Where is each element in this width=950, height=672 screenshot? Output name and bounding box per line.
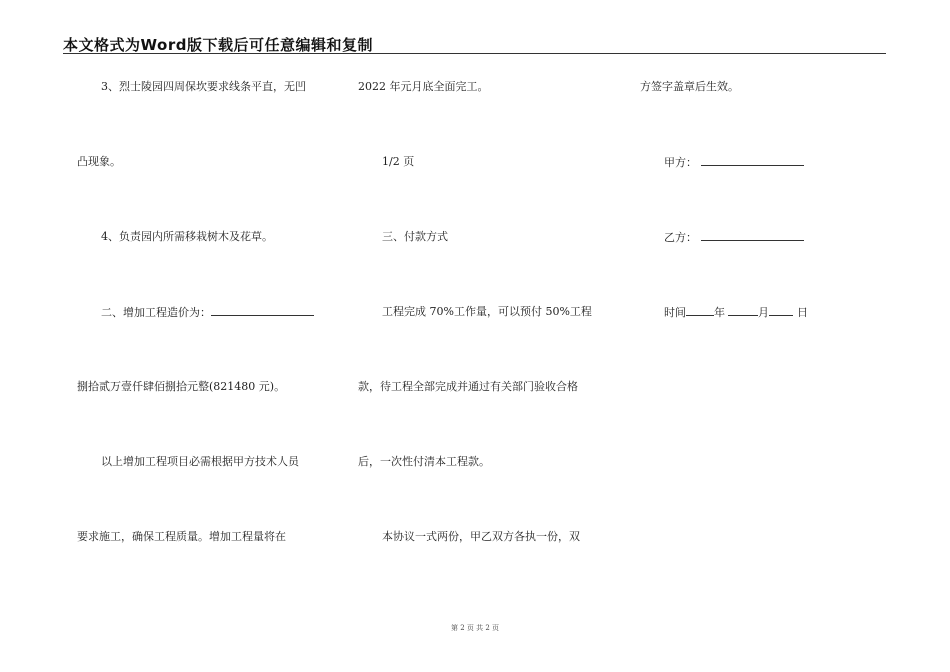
paragraph-line: 2022 年元月底全面完工。	[358, 80, 489, 93]
party-b-signature-line	[664, 230, 804, 245]
cost-blank-field	[211, 305, 314, 316]
page-footer: 第 2 页 共 2 页	[450, 624, 500, 632]
section-heading: 三、付款方式	[382, 230, 448, 243]
date-year-blank	[686, 305, 714, 316]
date-day-label: 日	[797, 306, 808, 319]
paragraph-line: 3、烈士陵园四周保坎要求线条平直，无凹	[101, 80, 306, 93]
date-year-label: 年	[714, 306, 725, 319]
document-header-title: 本文格式为Word版下载后可任意编辑和复制	[63, 36, 373, 54]
paragraph-line: 后，一次性付清本工程款。	[358, 455, 490, 468]
paragraph-line: 凸现象。	[77, 155, 121, 168]
paragraph-line: 工程完成 70%工作量，可以预付 50%工程	[382, 305, 592, 318]
party-b-blank-field	[701, 230, 804, 241]
party-a-label: 甲方：	[664, 156, 697, 169]
party-b-label: 乙方：	[664, 231, 697, 244]
date-month-blank	[728, 305, 758, 316]
date-time-label: 时间	[664, 306, 686, 319]
cost-label-line	[101, 305, 314, 320]
header-divider	[63, 53, 886, 54]
date-day-blank	[769, 305, 793, 316]
paragraph-line: 要求施工，确保工程质量。增加工程量将在	[77, 530, 286, 543]
paragraph-line: 方签字盖章后生效。	[640, 80, 739, 93]
cost-label: 二、增加工程造价为：	[101, 306, 211, 319]
date-month-label: 月	[758, 306, 769, 319]
party-a-signature-line	[664, 155, 804, 170]
paragraph-line: 本协议一式两份，甲乙双方各执一份，双	[382, 530, 580, 543]
paragraph-line: 款，待工程全部完成并通过有关部门验收合格	[358, 380, 578, 393]
paragraph-line: 以上增加工程项目必需根据甲方技术人员	[101, 455, 299, 468]
party-a-blank-field	[701, 155, 804, 166]
paragraph-line: 4、负责园内所需移栽树木及花草。	[101, 230, 273, 243]
page-marker: 1/2 页	[382, 155, 415, 168]
date-line	[664, 305, 808, 320]
paragraph-line: 捌拾贰万壹仟肆佰捌拾元整(821480 元)。	[77, 380, 286, 393]
